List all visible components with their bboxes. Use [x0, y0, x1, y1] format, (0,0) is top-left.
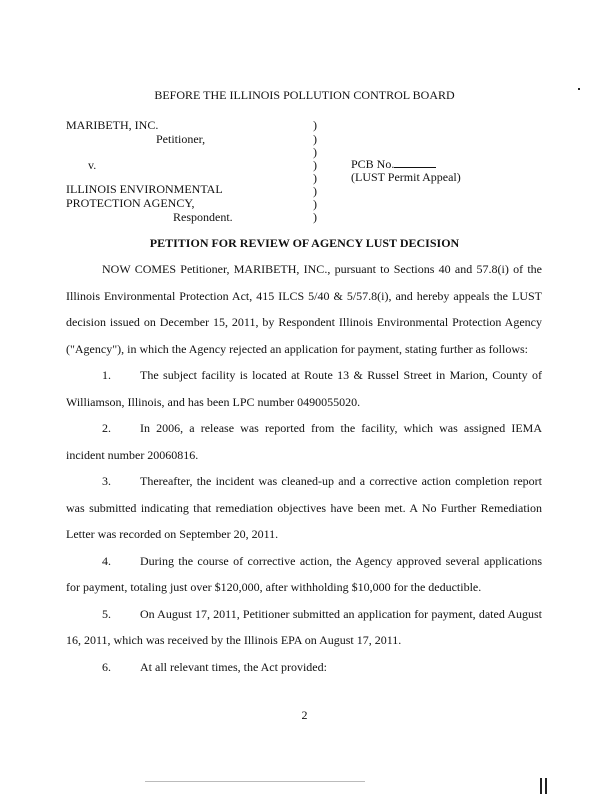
case-type: (LUST Permit Appeal): [351, 170, 461, 184]
pcb-label: PCB No.: [351, 157, 395, 171]
paragraph-number: 1.: [102, 368, 111, 382]
petition-body: [66, 256, 542, 680]
numbered-paragraph-6: [66, 654, 542, 681]
pcb-number-blank: [394, 157, 436, 168]
numbered-paragraph-1: [66, 362, 542, 415]
paragraph-number: 6.: [102, 659, 111, 674]
paragraph-number: 2.: [102, 421, 111, 435]
numbered-paragraph-5: [66, 601, 542, 654]
numbered-paragraph-3: [66, 468, 542, 548]
paren: ): [313, 197, 317, 211]
scan-speck: [578, 88, 580, 90]
paragraph-number: 4.: [102, 553, 111, 568]
versus: v.: [88, 158, 97, 172]
paragraph-number: 3.: [102, 474, 111, 488]
respondent-role: Respondent.: [173, 210, 233, 224]
intro-paragraph: NOW COMES Petitioner, MARIBETH, INC., pursuant to Sections 40 and 57.8(i) of the Illinois Environmental Protection Act, 415 ILCS 5/40 & 5/57.8(i), and hereby appeals the LUST decision issued on December 15, 2011, by Respondent Illinois Environmental Protection Agency ("Agency"), in which the Agency rejected an application for payment, stating further as follows:: [66, 262, 542, 356]
petition-title: PETITION FOR REVIEW OF AGENCY LUST DECISION: [149, 236, 460, 250]
paren: ): [313, 132, 317, 146]
paren: ): [313, 118, 317, 132]
scan-mark: [545, 778, 547, 794]
paren: ): [313, 145, 317, 159]
paragraph-text: In 2006, a release was reported from the facility, which was assigned IEMA incident number 20060816.: [66, 421, 542, 462]
paren: ): [313, 184, 317, 198]
petitioner-role: Petitioner,: [156, 132, 206, 146]
paren: ): [313, 158, 317, 172]
paragraph-number: 5.: [102, 606, 111, 621]
petitioner-name: MARIBETH, INC.: [66, 118, 159, 132]
paragraph-text: The subject facility is located at Route 13 & Russel Street in Marion, County of Williamson, Illinois, and has been LPC number 0490055020.: [66, 368, 542, 409]
respondent-name-line-2: PROTECTION AGENCY,: [66, 196, 195, 210]
pcb-number-field: [351, 157, 436, 171]
paragraph-text: During the course of corrective action, the Agency approved several applications for payment, totaling just over $120,000, after withholding $10,000 for the deductible.: [66, 553, 542, 594]
page-number: 2: [301, 708, 308, 722]
board-heading: BEFORE THE ILLINOIS POLLUTION CONTROL BOARD: [154, 88, 455, 102]
paragraph-text: Thereafter, the incident was cleaned-up and a corrective action completion report was submitted indicating that remediation objectives have been met. A No Further Remediation Letter was recorded on September 20, 2011.: [66, 474, 542, 541]
paren: ): [313, 210, 317, 224]
paren: ): [313, 171, 317, 185]
scan-mark: [540, 778, 542, 794]
numbered-paragraph-4: [66, 548, 542, 601]
scan-streak: [145, 781, 365, 782]
paragraph-text: At all relevant times, the Act provided:: [140, 659, 327, 674]
respondent-name-line-1: ILLINOIS ENVIRONMENTAL: [66, 182, 223, 196]
paragraph-text: On August 17, 2011, Petitioner submitted an application for payment, dated August 16, 2011, which was received by the Illinois EPA on August 17, 2011.: [66, 606, 542, 647]
numbered-paragraph-2: [66, 415, 542, 468]
